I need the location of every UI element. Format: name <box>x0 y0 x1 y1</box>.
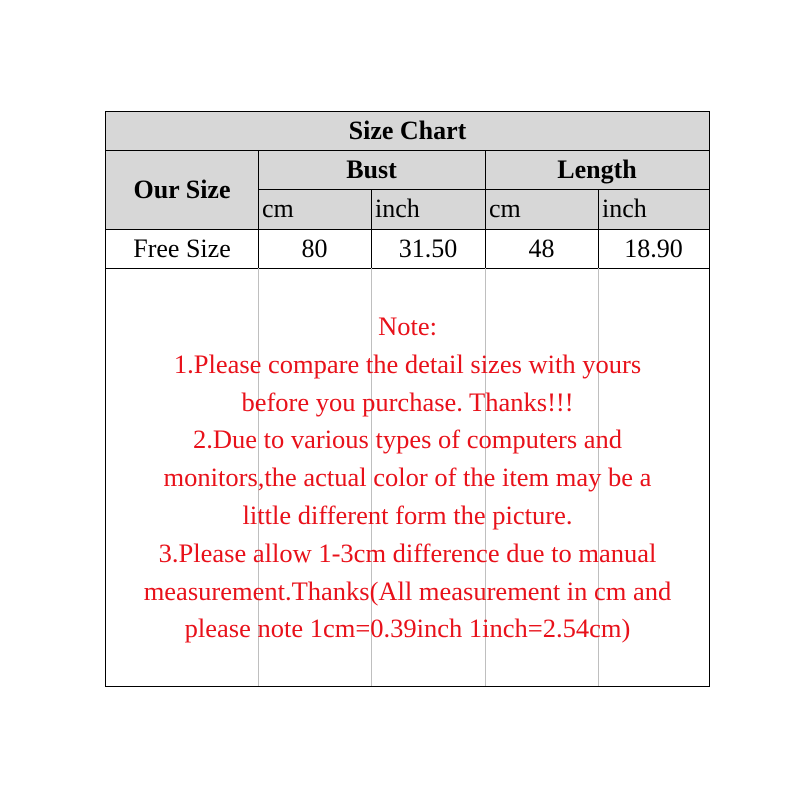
grid-line <box>106 229 709 230</box>
note-line: monitors,the actual color of the item may be a <box>163 462 652 493</box>
note-heading: Note: <box>378 311 437 341</box>
grid-line <box>598 189 599 268</box>
grid-line <box>371 189 372 268</box>
chart-title: Size Chart <box>106 112 709 150</box>
bust-cm-value: 80 <box>301 233 328 263</box>
bust-inch-unit: inch <box>371 189 485 229</box>
note-line: 3.Please allow 1-3cm difference due to manual <box>158 537 657 568</box>
length-cm-value: 48 <box>528 233 555 263</box>
length-inch-unit: inch <box>598 189 709 229</box>
bust-cm-unit: cm <box>258 189 371 229</box>
note-line: before you purchase. Thanks!!! <box>241 386 574 417</box>
grid-line <box>485 150 486 268</box>
note-text <box>106 308 709 648</box>
grid-line <box>258 150 259 268</box>
grid-line <box>258 189 709 190</box>
size-chart-table <box>105 111 710 687</box>
grid-line <box>106 268 709 269</box>
length-inch-value: 18.90 <box>624 233 683 263</box>
size-name-cell: Free Size <box>133 233 231 263</box>
our-size-header: Our Size <box>106 150 258 229</box>
length-cm-unit: cm <box>485 189 598 229</box>
note-line: little different form the picture. <box>242 499 573 530</box>
bust-header: Bust <box>258 150 485 189</box>
note-line: 1.Please compare the detail sizes with yours <box>173 348 642 379</box>
note-line: please note 1cm=0.39inch 1inch=2.54cm) <box>184 613 631 644</box>
note-line: measurement.Thanks(All measurement in cm and <box>143 575 672 606</box>
length-header: Length <box>485 150 709 189</box>
bust-inch-value: 31.50 <box>398 233 458 263</box>
note-line: 2.Due to various types of computers and <box>192 424 623 455</box>
grid-line <box>106 150 709 151</box>
